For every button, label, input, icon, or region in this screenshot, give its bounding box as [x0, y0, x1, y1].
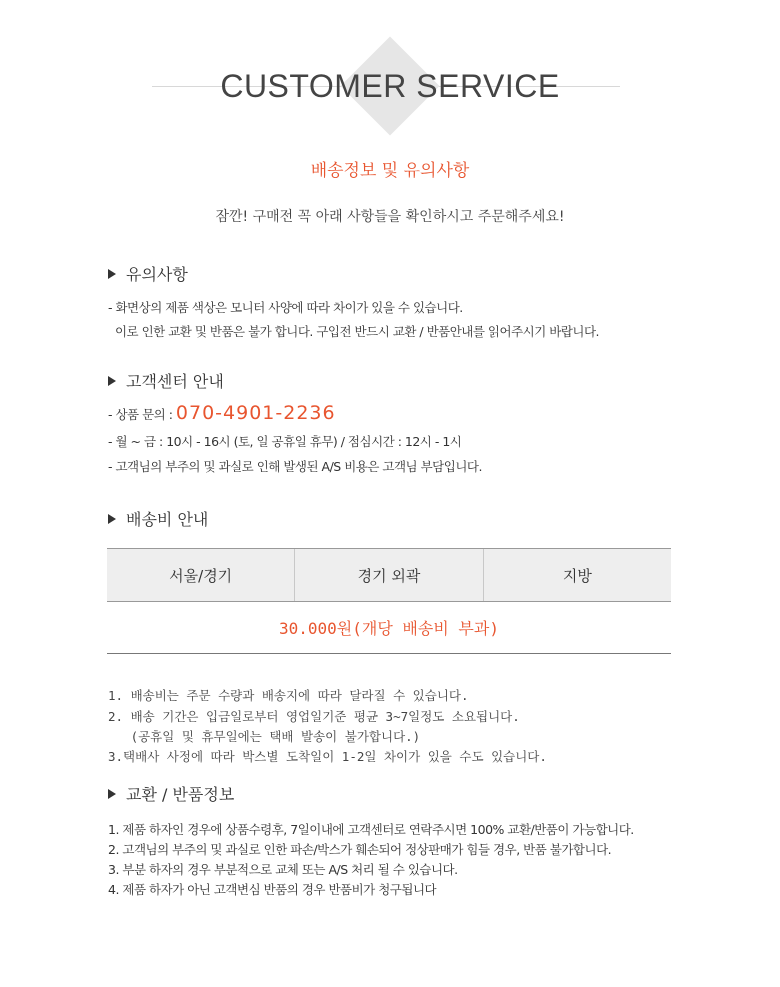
caution-heading-label: 유의사항 [126, 265, 188, 284]
notice-title: 배송정보 및 유의사항 [310, 161, 470, 181]
cs-heading [108, 369, 224, 392]
return-line-1: 1. 제품 하자인 경우에 상품수령후, 7일이내에 고객센터로 연락주시면 100% 교환/반품이 가능합니다. [108, 822, 634, 837]
caution-line-2: 이로 인한 교환 및 반품은 불가 합니다. 구입전 반드시 교환 / 반품안내를 읽어주시기 바랍니다. [108, 324, 600, 339]
triangle-bullet-icon [108, 376, 116, 386]
cs-hours-line: - 월 ~ 금 : 10시 - 16시 (토, 일 공휴일 휴무) / 점심시간 : 12시 - 1시 [108, 434, 462, 449]
triangle-bullet-icon [108, 514, 116, 524]
page-title: CUSTOMER SERVICE [220, 68, 560, 104]
return-heading [108, 782, 234, 805]
phone-label: - 상품 문의 : [108, 407, 176, 422]
shipping-fee-table [107, 548, 671, 654]
return-heading-label: 교환 / 반품정보 [126, 785, 235, 804]
column-seoul: 서울/경기 [169, 566, 233, 585]
column-region: 지방 [483, 549, 671, 601]
shipping-note-1: 1. 배송비는 주문 수량과 배송지에 따라 달라질 수 있습니다. [108, 688, 469, 703]
phone-number[interactable]: 070-4901-2236 [175, 402, 336, 424]
caution-line-1: - 화면상의 제품 색상은 모니터 사양에 따라 차이가 있을 수 있습니다. [108, 300, 463, 315]
triangle-bullet-icon [108, 789, 116, 799]
cs-heading-label: 고객센터 안내 [126, 372, 224, 391]
shipping-note-2b: (공휴일 및 휴무일에는 택배 발송이 불가합니다.) [108, 729, 421, 744]
caution-heading [108, 262, 188, 285]
column-gyeonggi-outer: 경기 외곽 [294, 549, 482, 601]
cs-phone-line [108, 402, 336, 424]
shipping-note-3: 3.택배사 사정에 따라 박스별 도착일이 1-2일 차이가 있을 수도 있습니다. [108, 749, 547, 764]
cs-as-line: - 고객님의 부주의 및 과실로 인해 발생된 A/S 비용은 고객님 부담입니다. [108, 459, 482, 474]
return-line-4: 4. 제품 하자가 아닌 고객변심 반품의 경우 반품비가 청구됩니다 [108, 882, 437, 897]
shipping-heading-label: 배송비 안내 [126, 510, 209, 529]
shipping-note-2: 2. 배송 기간은 입금일로부터 영업일기준 평균 3~7일정도 소요됩니다. [108, 709, 520, 724]
return-line-2: 2. 고객님의 부주의 및 과실로 인한 파손/박스가 훼손되어 정상판매가 힘들 경우, 반품 불가합니다. [108, 842, 612, 857]
table-header [107, 549, 671, 602]
return-line-3: 3. 부분 하자의 경우 부분적으로 교체 또는 A/S 처리 될 수 있습니다. [108, 862, 458, 877]
intro-text: 잠깐! 구매전 꼭 아래 사항들을 확인하시고 주문해주세요! [215, 209, 565, 225]
triangle-bullet-icon [108, 269, 116, 279]
fee-row: 30.000원(개당 배송비 부과) [107, 602, 671, 654]
shipping-heading [108, 507, 208, 530]
